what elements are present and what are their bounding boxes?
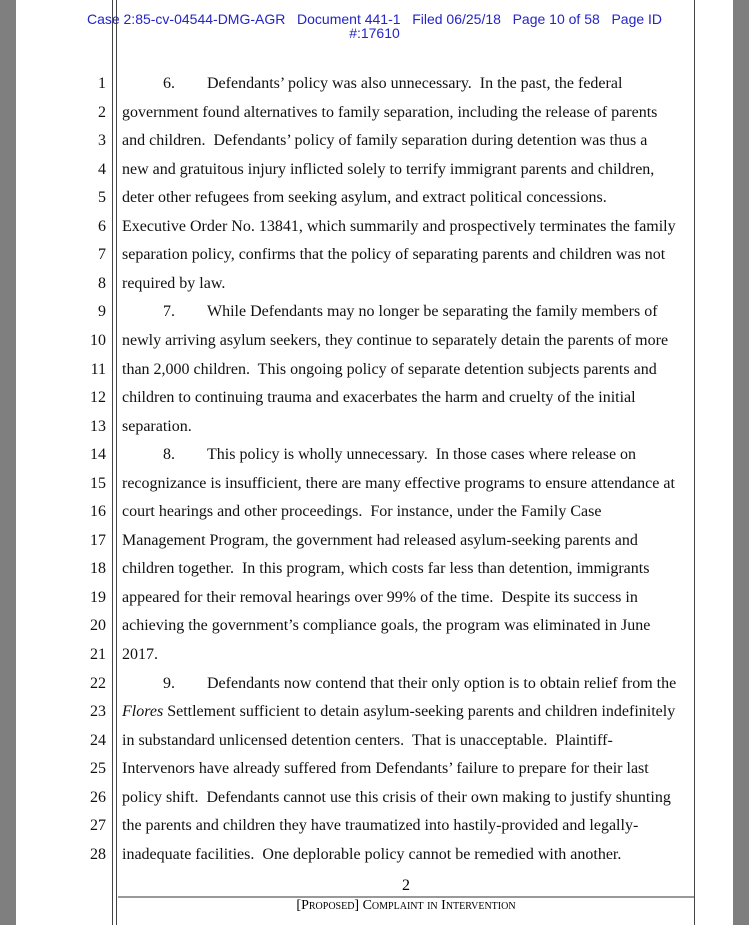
text-line — [122, 218, 692, 236]
text-line — [122, 617, 692, 635]
paragraph-number: 9. — [163, 674, 175, 692]
line-number: 16 — [90, 503, 106, 521]
line-number: 18 — [90, 560, 106, 578]
line-number: 3 — [98, 132, 106, 150]
text-line — [122, 389, 692, 407]
line-text: achieving the government’s compliance goals, the program was eliminated in June — [122, 617, 651, 635]
text-line — [122, 846, 692, 864]
line-text: recognizance is insufficient, there are many effective programs to ensure attendance at — [122, 474, 675, 492]
filing-header-line2: #:17610 — [349, 25, 400, 41]
line-number: 8 — [98, 274, 106, 292]
line-text: new and gratuitous injury inflicted solely to terrify immigrant parents and children, — [122, 160, 655, 178]
text-line — [122, 161, 692, 179]
margin-rule-left-outer — [112, 0, 113, 925]
text-line — [122, 789, 692, 807]
line-number: 23 — [90, 703, 106, 721]
line-number: 21 — [90, 646, 106, 663]
line-text: Intervenors have already suffered from Defendants’ failure to prepare for their last — [122, 760, 649, 778]
text-line — [122, 189, 692, 207]
line-number: 9 — [98, 303, 106, 321]
text-line — [122, 817, 692, 835]
line-number: 10 — [90, 331, 106, 349]
line-number: 22 — [90, 674, 106, 692]
line-text: separation policy, confirms that the policy of separating parents and children was not — [122, 246, 666, 264]
margin-rule-left-inner — [116, 0, 117, 925]
text-line — [122, 275, 692, 293]
page-number: 2 — [402, 877, 410, 894]
paragraph-number: 8. — [163, 446, 175, 464]
line-text: separation. — [122, 417, 192, 435]
line-text: Settlement sufficient to detain asylum-seeking parents and children indefinitely — [163, 703, 676, 721]
text-line — [122, 732, 692, 750]
line-number: 24 — [90, 731, 106, 749]
text-line — [122, 675, 692, 693]
line-number: 17 — [90, 531, 106, 549]
line-text: government found alternatives to family separation, including the release of parents — [122, 103, 658, 121]
line-number: 6 — [98, 217, 106, 235]
text-line — [122, 475, 692, 493]
line-number: 13 — [90, 417, 106, 435]
text-line — [122, 703, 692, 721]
line-text: Defendants’ policy was also unnecessary. In the past, the federal — [207, 75, 623, 92]
filing-header-line1: Case 2:85-cv-04544-DMG-AGR Document 441-1 Filed 06/25/18 Page 10 of 58 Page ID — [86, 11, 663, 27]
line-number: 14 — [90, 446, 106, 464]
line-number: 1 — [98, 75, 106, 92]
line-text: children together. In this program, which costs far less than detention, immigrants — [122, 560, 650, 578]
line-text: required by law. — [122, 274, 226, 292]
line-text: Executive Order No. 13841, which summarily and prospectively terminates the family — [122, 217, 676, 235]
text-line — [122, 646, 692, 664]
line-number: 25 — [90, 760, 106, 778]
text-line — [122, 503, 692, 521]
line-number: 5 — [98, 189, 106, 207]
text-line — [122, 104, 692, 122]
line-text: in substandard unlicensed detention centers. That is unacceptable. Plaintiff- — [122, 731, 613, 749]
line-number: 11 — [90, 360, 106, 378]
line-number: 7 — [98, 246, 106, 264]
margin-rule-right — [694, 0, 695, 925]
line-text: court hearings and other proceedings. For instance, under the Family Case — [122, 503, 602, 521]
line-text: than 2,000 children. This ongoing policy of separate detention subjects parents and — [122, 360, 657, 378]
text-line — [122, 332, 692, 350]
line-text: and children. Defendants’ policy of family separation during detention was thus a — [122, 132, 648, 150]
line-text: 2017. — [122, 646, 158, 663]
text-line — [122, 75, 692, 93]
text-line — [122, 589, 692, 607]
line-text: children to continuing trauma and exacerbates the harm and cruelty of the initial — [122, 389, 636, 407]
text-line — [122, 418, 692, 436]
line-text: inadequate facilities. One deplorable policy cannot be remedied with another. — [122, 845, 622, 863]
line-number: 4 — [98, 160, 106, 178]
line-text: appeared for their removal hearings over 99% of the time. Despite its success in — [122, 588, 638, 606]
line-text: While Defendants may no longer be separating the family members of — [207, 303, 658, 321]
line-text: policy shift. Defendants cannot use this crisis of their own making to justify shunting — [122, 788, 671, 806]
line-text: Management Program, the government had released asylum-seeking parents and — [122, 531, 638, 549]
text-line — [122, 560, 692, 578]
line-number: 12 — [90, 389, 106, 407]
line-number: 28 — [90, 845, 106, 863]
text-line — [122, 246, 692, 264]
text-line — [122, 760, 692, 778]
line-text: the parents and children they have traumatized into hastily-provided and legally- — [122, 817, 639, 835]
text-line — [122, 532, 692, 550]
text-line — [122, 446, 692, 464]
line-number: 27 — [90, 817, 106, 835]
line-text: Defendants now contend that their only option is to obtain relief from the — [207, 674, 677, 692]
line-text: newly arriving asylum seekers, they continue to separately detain the parents of more — [122, 331, 669, 349]
footer-title: [Proposed] Complaint in Intervention — [296, 898, 516, 913]
paragraph-number: 7. — [163, 303, 175, 321]
italic-case-name: Flores — [122, 703, 164, 721]
text-line — [122, 361, 692, 379]
line-number: 20 — [90, 617, 106, 635]
line-number: 19 — [90, 588, 106, 606]
line-text: deter other refugees from seeking asylum, and extract political concessions. — [122, 189, 607, 207]
line-text: This policy is wholly unnecessary. In those cases where release on — [207, 446, 637, 464]
text-line — [122, 303, 692, 321]
line-number: 26 — [90, 788, 106, 806]
line-number: 2 — [98, 103, 106, 121]
line-number: 15 — [90, 474, 106, 492]
paragraph-number: 6. — [163, 75, 175, 92]
text-line — [122, 132, 692, 150]
